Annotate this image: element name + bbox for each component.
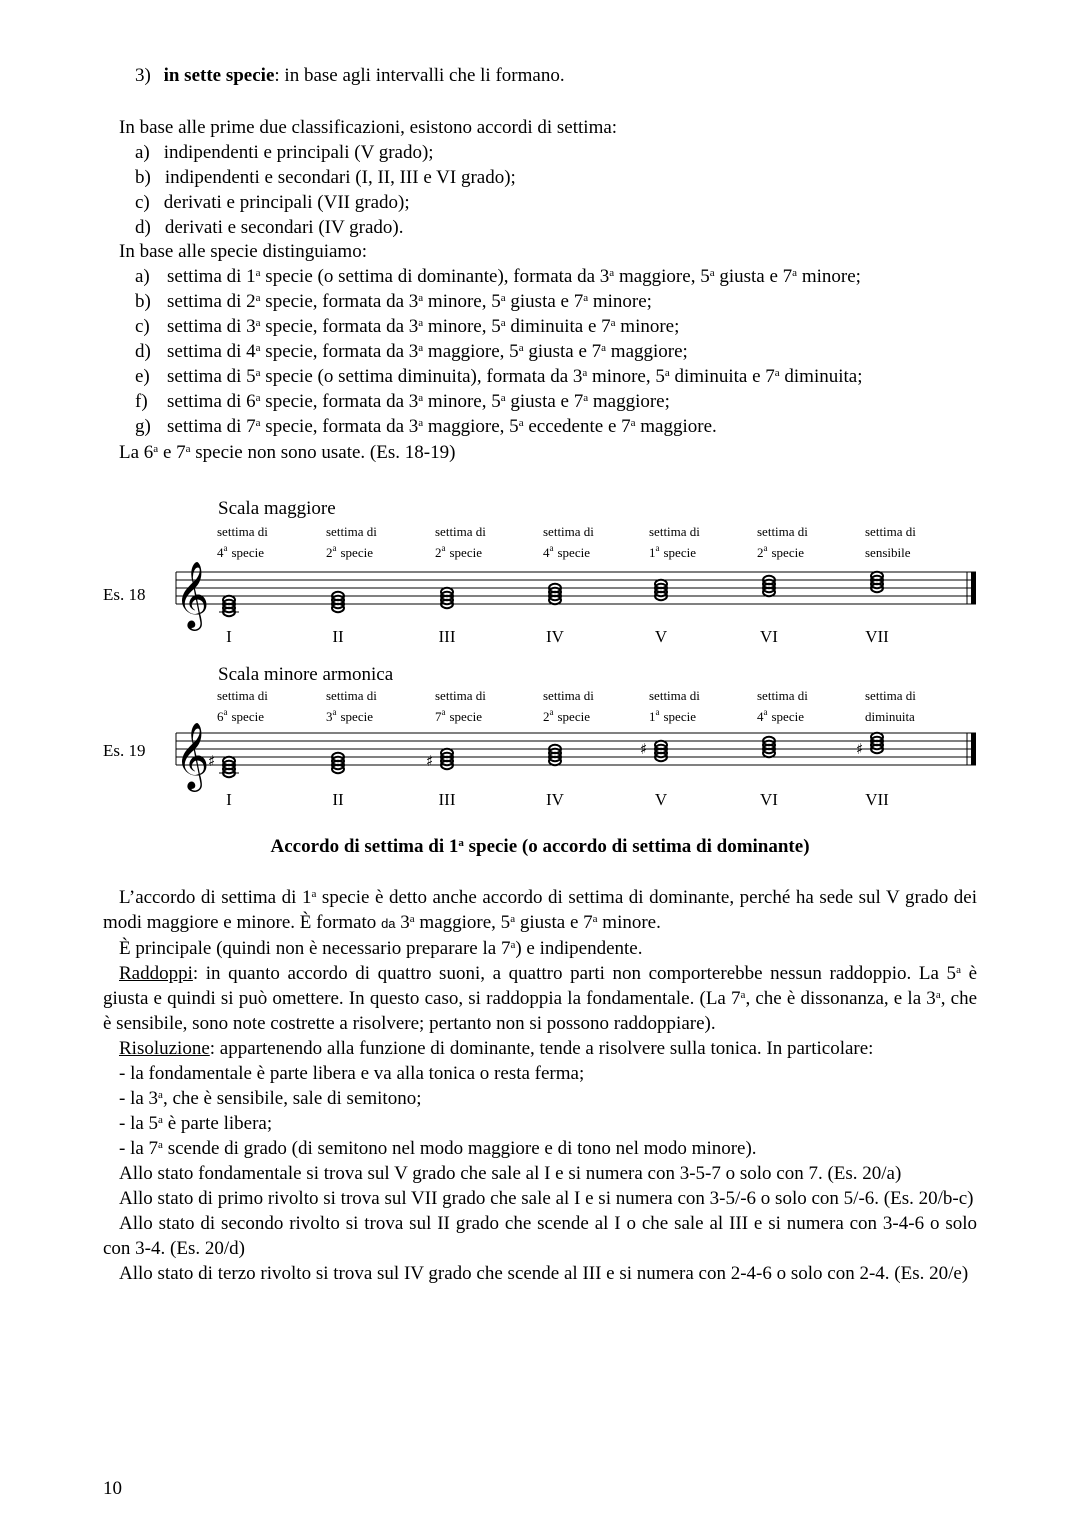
chord-label-line1: settima di xyxy=(757,524,808,539)
dash-item-1: - la fondamentale è parte libera e va alla tonica o resta ferma; xyxy=(119,1063,585,1084)
chord-II xyxy=(326,524,377,646)
paragraph-third-inversion: Allo stato di terzo rivolto si trova sul IV grado che scende al III e si numera con 2-4-6 o solo con 2-4. (Es. 20/e) xyxy=(119,1263,969,1284)
chord-label-line1: settima di xyxy=(865,524,916,539)
roman-numeral: V xyxy=(654,790,668,809)
list-label: 3) xyxy=(135,65,151,86)
example-19 xyxy=(103,664,976,809)
chord-label-line2: 2$^a$ specie xyxy=(326,543,373,560)
treble-clef-icon: 𝄞 xyxy=(175,560,210,628)
chord-V xyxy=(649,524,700,646)
chord-label-line1: settima di xyxy=(217,524,268,539)
bold-term: in sette specie xyxy=(163,65,275,86)
chord-label-line2: 4$^a$ specie xyxy=(543,543,590,560)
chord-label-line2: 1$^a$ specie xyxy=(649,543,696,560)
species-item: g) settima di 7$^a$ specie, formata da 3$^a$ maggiore, 5$^a$ eccedente e 7$^a$ maggiore. xyxy=(135,416,717,437)
chord-VII xyxy=(865,524,916,646)
scale-title: Scala maggiore xyxy=(218,498,336,519)
paragraph-raddoppi: Raddoppi: in quanto accordo di quattro suoni, a quattro parti non comporterebbe nessun raddoppio. La 5$^a$ è giusta e quindi si può omettere. In questo caso, si raddoppia la fondamentale. (La 7$^a$, che è dissonanza, e la 3$^a$, che è sensibile, sono note costrette a risolvere; pertanto non si possono raddoppiare). xyxy=(103,963,977,1034)
barline-thick xyxy=(971,733,976,765)
classification-item: b) indipendenti e secondari (I, II, III e VI grado); xyxy=(135,167,516,188)
example-label: Es. 18 xyxy=(103,585,146,604)
dash-item-3: - la 5$^a$ è parte libera; xyxy=(119,1113,273,1134)
dash-item-4: - la 7$^a$ scende di grado (di semitono nel modo maggiore e di tono nel modo minore). xyxy=(119,1138,757,1159)
chord-label-line2: 2$^a$ specie xyxy=(543,707,590,724)
chord-IV xyxy=(543,524,594,646)
chord-label-line1: settima di xyxy=(543,688,594,703)
sharp-icon: ♯ xyxy=(426,752,434,770)
roman-numeral: I xyxy=(226,627,232,646)
roman-numeral: VII xyxy=(865,627,889,646)
classification-item: d) derivati e secondari (IV grado). xyxy=(135,217,404,238)
roman-numeral: II xyxy=(332,790,344,809)
chord-label-line2: 6$^a$ specie xyxy=(217,707,264,724)
species-item: e) settima di 5$^a$ specie (o settima diminuita), formata da 3$^a$ minore, 5$^a$ diminuita e 7$^a$ diminuita; xyxy=(135,366,863,387)
chord-label-line2: 4$^a$ specie xyxy=(757,707,804,724)
sharp-icon: ♯ xyxy=(640,740,648,758)
classification-item: a) indipendenti e principali (V grado); xyxy=(135,142,434,163)
chord-label-line2: 1$^a$ specie xyxy=(649,707,696,724)
roman-numeral: VII xyxy=(865,790,889,809)
chord-label-line2: 7$^a$ specie xyxy=(435,707,482,724)
paragraph-first-inversion: Allo stato di primo rivolto si trova sul VII grado che sale al I e si numera con 3-5/-6 o solo con 5/-6. (Es. 20/b-c) xyxy=(119,1188,974,1209)
example-label: Es. 19 xyxy=(103,741,146,760)
chord-label-line2: 3$^a$ specie xyxy=(326,707,373,724)
paragraph-principal: È principale (quindi non è necessario preparare la 7$^a$) e indipendente. xyxy=(119,938,643,959)
chord-label-line2: sensibile xyxy=(865,545,911,560)
species-item: f) settima di 6$^a$ specie, formata da 3$^a$ minore, 5$^a$ giusta e 7$^a$ maggiore; xyxy=(135,391,670,412)
roman-numeral: V xyxy=(654,627,668,646)
chord-III xyxy=(435,524,486,646)
chord-label-line1: settima di xyxy=(543,524,594,539)
chord-label-line1: settima di xyxy=(649,524,700,539)
body-text xyxy=(103,885,977,1286)
chord-I xyxy=(217,524,268,646)
chord-label-line1: settima di xyxy=(326,524,377,539)
species-lead: In base alle specie distinguiamo: xyxy=(119,241,367,262)
species-item: b) settima di 2$^a$ specie, formata da 3$^a$ minore, 5$^a$ giusta e 7$^a$ minore; xyxy=(135,291,652,312)
sharp-icon: ♯ xyxy=(856,740,864,758)
chord-label-line1: settima di xyxy=(649,688,700,703)
page-number: 10 xyxy=(103,1478,122,1499)
roman-numeral: VI xyxy=(760,627,778,646)
chord-label-line1: settima di xyxy=(757,688,808,703)
roman-numeral: IV xyxy=(546,790,564,809)
chord-label-line2: diminuita xyxy=(865,709,915,724)
species-item: d) settima di 4$^a$ specie, formata da 3$^a$ maggiore, 5$^a$ giusta e 7$^a$ maggiore; xyxy=(135,341,688,362)
scale-title: Scala minore armonica xyxy=(218,664,394,685)
chord-label-line1: settima di xyxy=(326,688,377,703)
roman-numeral: III xyxy=(438,627,456,646)
classification-item: c) derivati e principali (VII grado); xyxy=(135,192,410,213)
species-note: La 6$^a$ e 7$^a$ specie non sono usate. (Es. 18-19) xyxy=(119,442,456,463)
paragraph-root-position: Allo stato fondamentale si trova sul V grado che sale al I e si numera con 3-5-7 o solo con 7. (Es. 20/a) xyxy=(119,1163,902,1184)
chord-label-line1: settima di xyxy=(217,688,268,703)
chord-label-line1: settima di xyxy=(435,524,486,539)
chord-label-line1: settima di xyxy=(865,688,916,703)
paragraph-second-inversion: Allo stato di secondo rivolto si trova sul II grado che scende al I o che sale al III e si numera con 3-4-6 o solo con 3-4. (Es. 20/d) xyxy=(103,1213,977,1259)
chord-label-line2: 2$^a$ specie xyxy=(435,543,482,560)
roman-numeral: IV xyxy=(546,627,564,646)
section-heading: Accordo di settima di 1$^a$ specie (o accordo di settima di dominante) xyxy=(270,836,810,857)
chord-label-line2: 2$^a$ specie xyxy=(757,543,804,560)
barline-thick xyxy=(971,572,976,604)
classification-lead: In base alle prime due classificazioni, esistono accordi di settima: xyxy=(119,117,618,138)
roman-numeral: I xyxy=(226,790,232,809)
list-text: : in base agli intervalli che li formano. xyxy=(274,65,565,86)
treble-clef-icon: 𝄞 xyxy=(175,721,210,789)
roman-numeral: VI xyxy=(760,790,778,809)
chord-label-line2: 4$^a$ specie xyxy=(217,543,264,560)
chord-VI xyxy=(757,524,808,646)
roman-numeral: III xyxy=(438,790,456,809)
sharp-icon: ♯ xyxy=(208,752,216,770)
paragraph-definition: L’accordo di settima di 1$^a$ specie è detto anche accordo di settima di dominante, perché ha sede sul V grado dei modi maggiore e minore. È formato da 3$^a$ maggiore, 5$^a$ giusta e 7$^a$ minore. xyxy=(103,887,977,933)
species-item: c) settima di 3$^a$ specie, formata da 3$^a$ minore, 5$^a$ diminuita e 7$^a$ minore; xyxy=(135,316,680,337)
roman-numeral: II xyxy=(332,627,344,646)
species-item: a) settima di 1$^a$ specie (o settima di dominante), formata da 3$^a$ maggiore, 5$^a$ giusta e 7$^a$ minore; xyxy=(135,266,861,287)
dash-item-2: - la 3$^a$, che è sensibile, sale di semitono; xyxy=(119,1088,422,1109)
chord-label-line1: settima di xyxy=(435,688,486,703)
example-18 xyxy=(103,498,976,646)
paragraph-risoluzione: Risoluzione: appartenendo alla funzione di dominante, tende a risolvere sulla tonica. In particolare: xyxy=(119,1038,874,1059)
